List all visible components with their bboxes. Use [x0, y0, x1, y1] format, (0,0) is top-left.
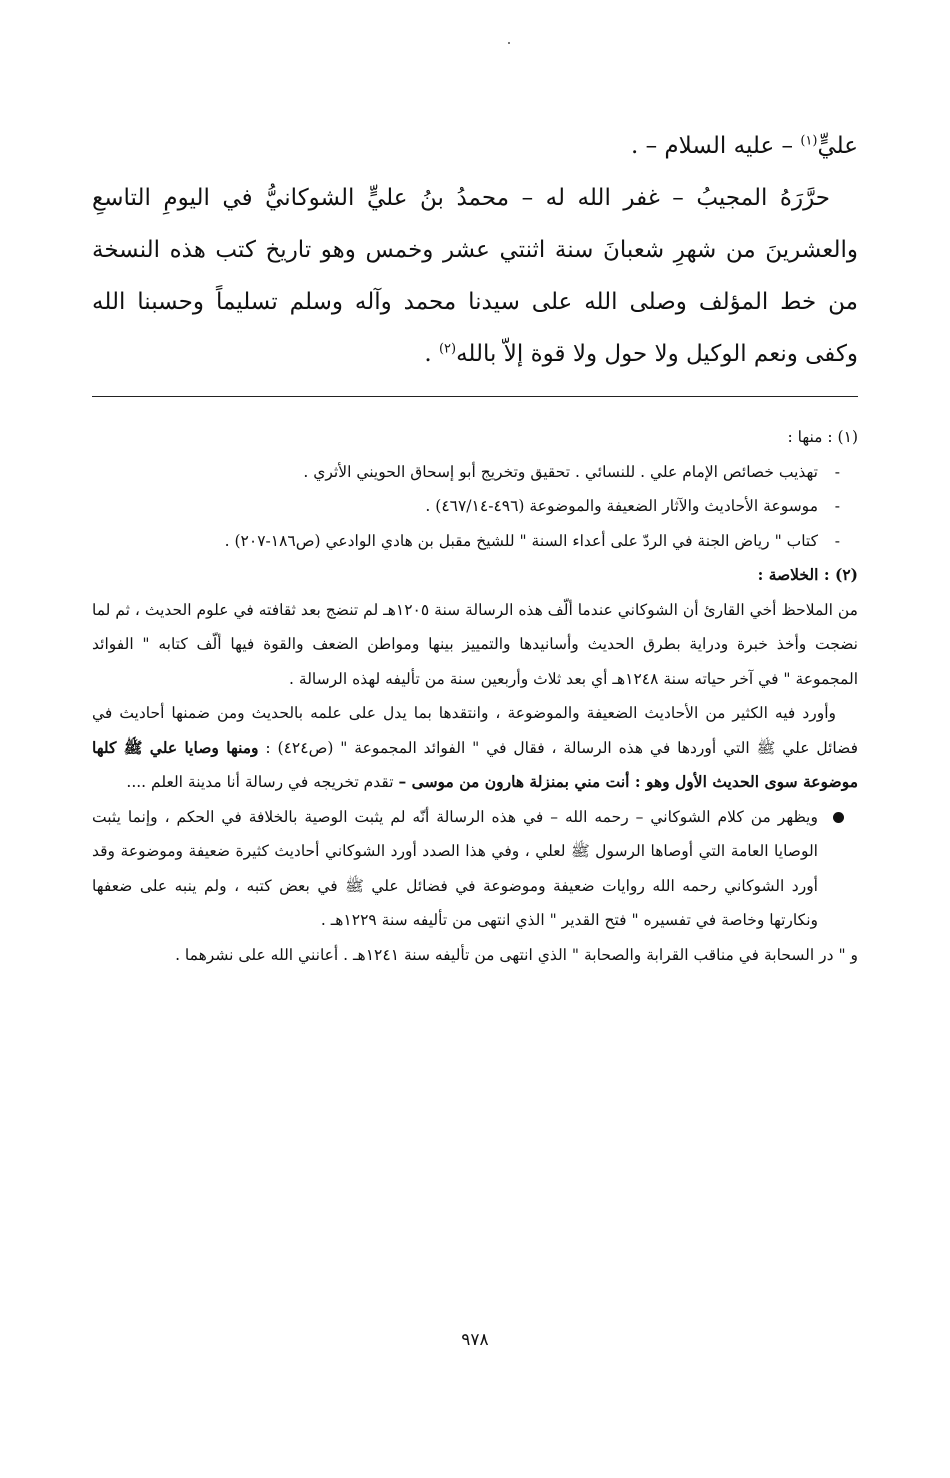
footnote-2-bullet-text: ويظهر من كلام الشوكاني – رحمه الله – في هذه الرسالة أنّه لم يثبت الوصية بالخلافة في الحكم ، وإنما يثبت الوصايا العامة التي أوصاها الرسول ﷺ لعلي ، وفي هذا الصدد أورد الشوكاني أحاديث كثيرة ضعيفة وموضوعة وقد أورد الشوكاني رحمه الله روايات ضعيفة وموضوعة في فضائل علي ﷺ في بعض كتبه ، ولم ينبه على ضعفها ونكارتها وخاصة في تفسيره " فتح القدير " الذي انتهى من تأليفه سنة ١٢٢٩هـ . — [92, 807, 818, 929]
main-paragraph-end: . — [424, 341, 439, 367]
footnote-1-item-text: تهذيب خصائص الإمام علي . للنسائي . تحقيق وتخريج أبو إسحاق الحويني الأثري . — [303, 462, 818, 481]
main-paragraph-text: حرَّرَهُ المجيبُ – غفر الله له – محمدُ بنُ عليٍّ الشوكانيُّ في اليومِ التاسعِ والعشرينَ من شهرِ شعبانَ سنة اثنتي عشر وخمس وهو تاريخ كتب هذه النسخة من خط المؤلف وصلى الله على سيدنا محمد وآله وسلم تسليماً وحسبنا الله وكفى ونعم الوكيل ولا حول ولا قوة إلاّ بالله — [92, 185, 858, 367]
footnote-1-item-text: موسوعة الأحاديث والآثار الضعيفة والموضوعة (٤٩٦-٤٦٧/١٤) . — [425, 497, 818, 515]
footnote-1-heading: (١) : منها : — [787, 428, 858, 446]
footnote-separator — [92, 396, 858, 397]
footnote-2-paragraph-2-text: وأورد فيه الكثير من الأحاديث الضعيفة والموضوعة ، وانتقدها بما يدل على علمه بالحديث ومن ضمنها أحاديث في فضائل علي ﷺ التي أوردها في هذه الرسالة ، فقال في " الفوائد المجموعة " (ص٤٢٤) : — [92, 704, 859, 757]
footnote-2-last-paragraph: و " در السحابة في مناقب القرابة والصحابة " الذي انتهى من تأليفه سنة ١٢٤١هـ . أعانني الله على نشرهما . — [175, 945, 858, 964]
footnotes — [92, 420, 858, 972]
footnote-2-quote: ومنها وصايا علي ﷺ كلها موضوعة سوى الحديث الأول وهو : أنت مني بمنزلة هارون من موسى – — [92, 737, 858, 791]
footnote-ref-2: (٢) — [438, 341, 457, 357]
main-line-1-rest: – عليه السلام – . — [630, 133, 801, 159]
main-line-1 — [92, 120, 858, 172]
dash-marker: - — [834, 531, 840, 550]
footnote-1-item — [92, 524, 858, 559]
footnote-1-item — [92, 455, 858, 490]
bullet-icon — [833, 812, 844, 823]
dash-marker: - — [834, 462, 840, 481]
footnote-2-paragraph-1: من الملاحظ أخي القارئ أن الشوكاني عندما ألّف هذه الرسالة سنة ١٢٠٥هـ لم تنضج بعد ثقافته في علوم الحديث ، ثم لما نضجت وأخذ خبرة ودراية بطرق الحديث وأسانيدها والتمييز بينها ومواطن الضعف والقوة فيها ألّف كتابه " الفوائد المجموعة " في آخر حياته سنة ١٢٤٨هـ أي بعد ثلاث وأربعين سنة من تأليفه لهذه الرسالة . — [92, 600, 858, 688]
footnote-2-paragraph-2-end: تقدم تخريجه في رسالة أنا مدينة العلم .... — [126, 773, 399, 791]
footnote-1-item-text: كتاب " رياض الجنة في الردّ على أعداء السنة " للشيخ مقبل بن هادي الوادعي (ص١٨٦-٢٠٧) . — [224, 531, 818, 550]
main-line-1-text: عليٍّ — [817, 133, 858, 159]
footnote-2-heading: (٢) : الخلاصة : — [757, 565, 858, 584]
main-paragraph — [92, 172, 858, 380]
footnote-2-bullet — [92, 800, 858, 938]
footnote-ref-1: (١) — [800, 133, 818, 149]
footnote-2-paragraph-2 — [92, 696, 858, 800]
scan-mark — [508, 42, 510, 44]
footnote-1-item — [92, 489, 858, 524]
main-text — [92, 120, 858, 380]
page-number: ٩٧٨ — [461, 1330, 489, 1350]
dash-marker: - — [834, 497, 840, 515]
